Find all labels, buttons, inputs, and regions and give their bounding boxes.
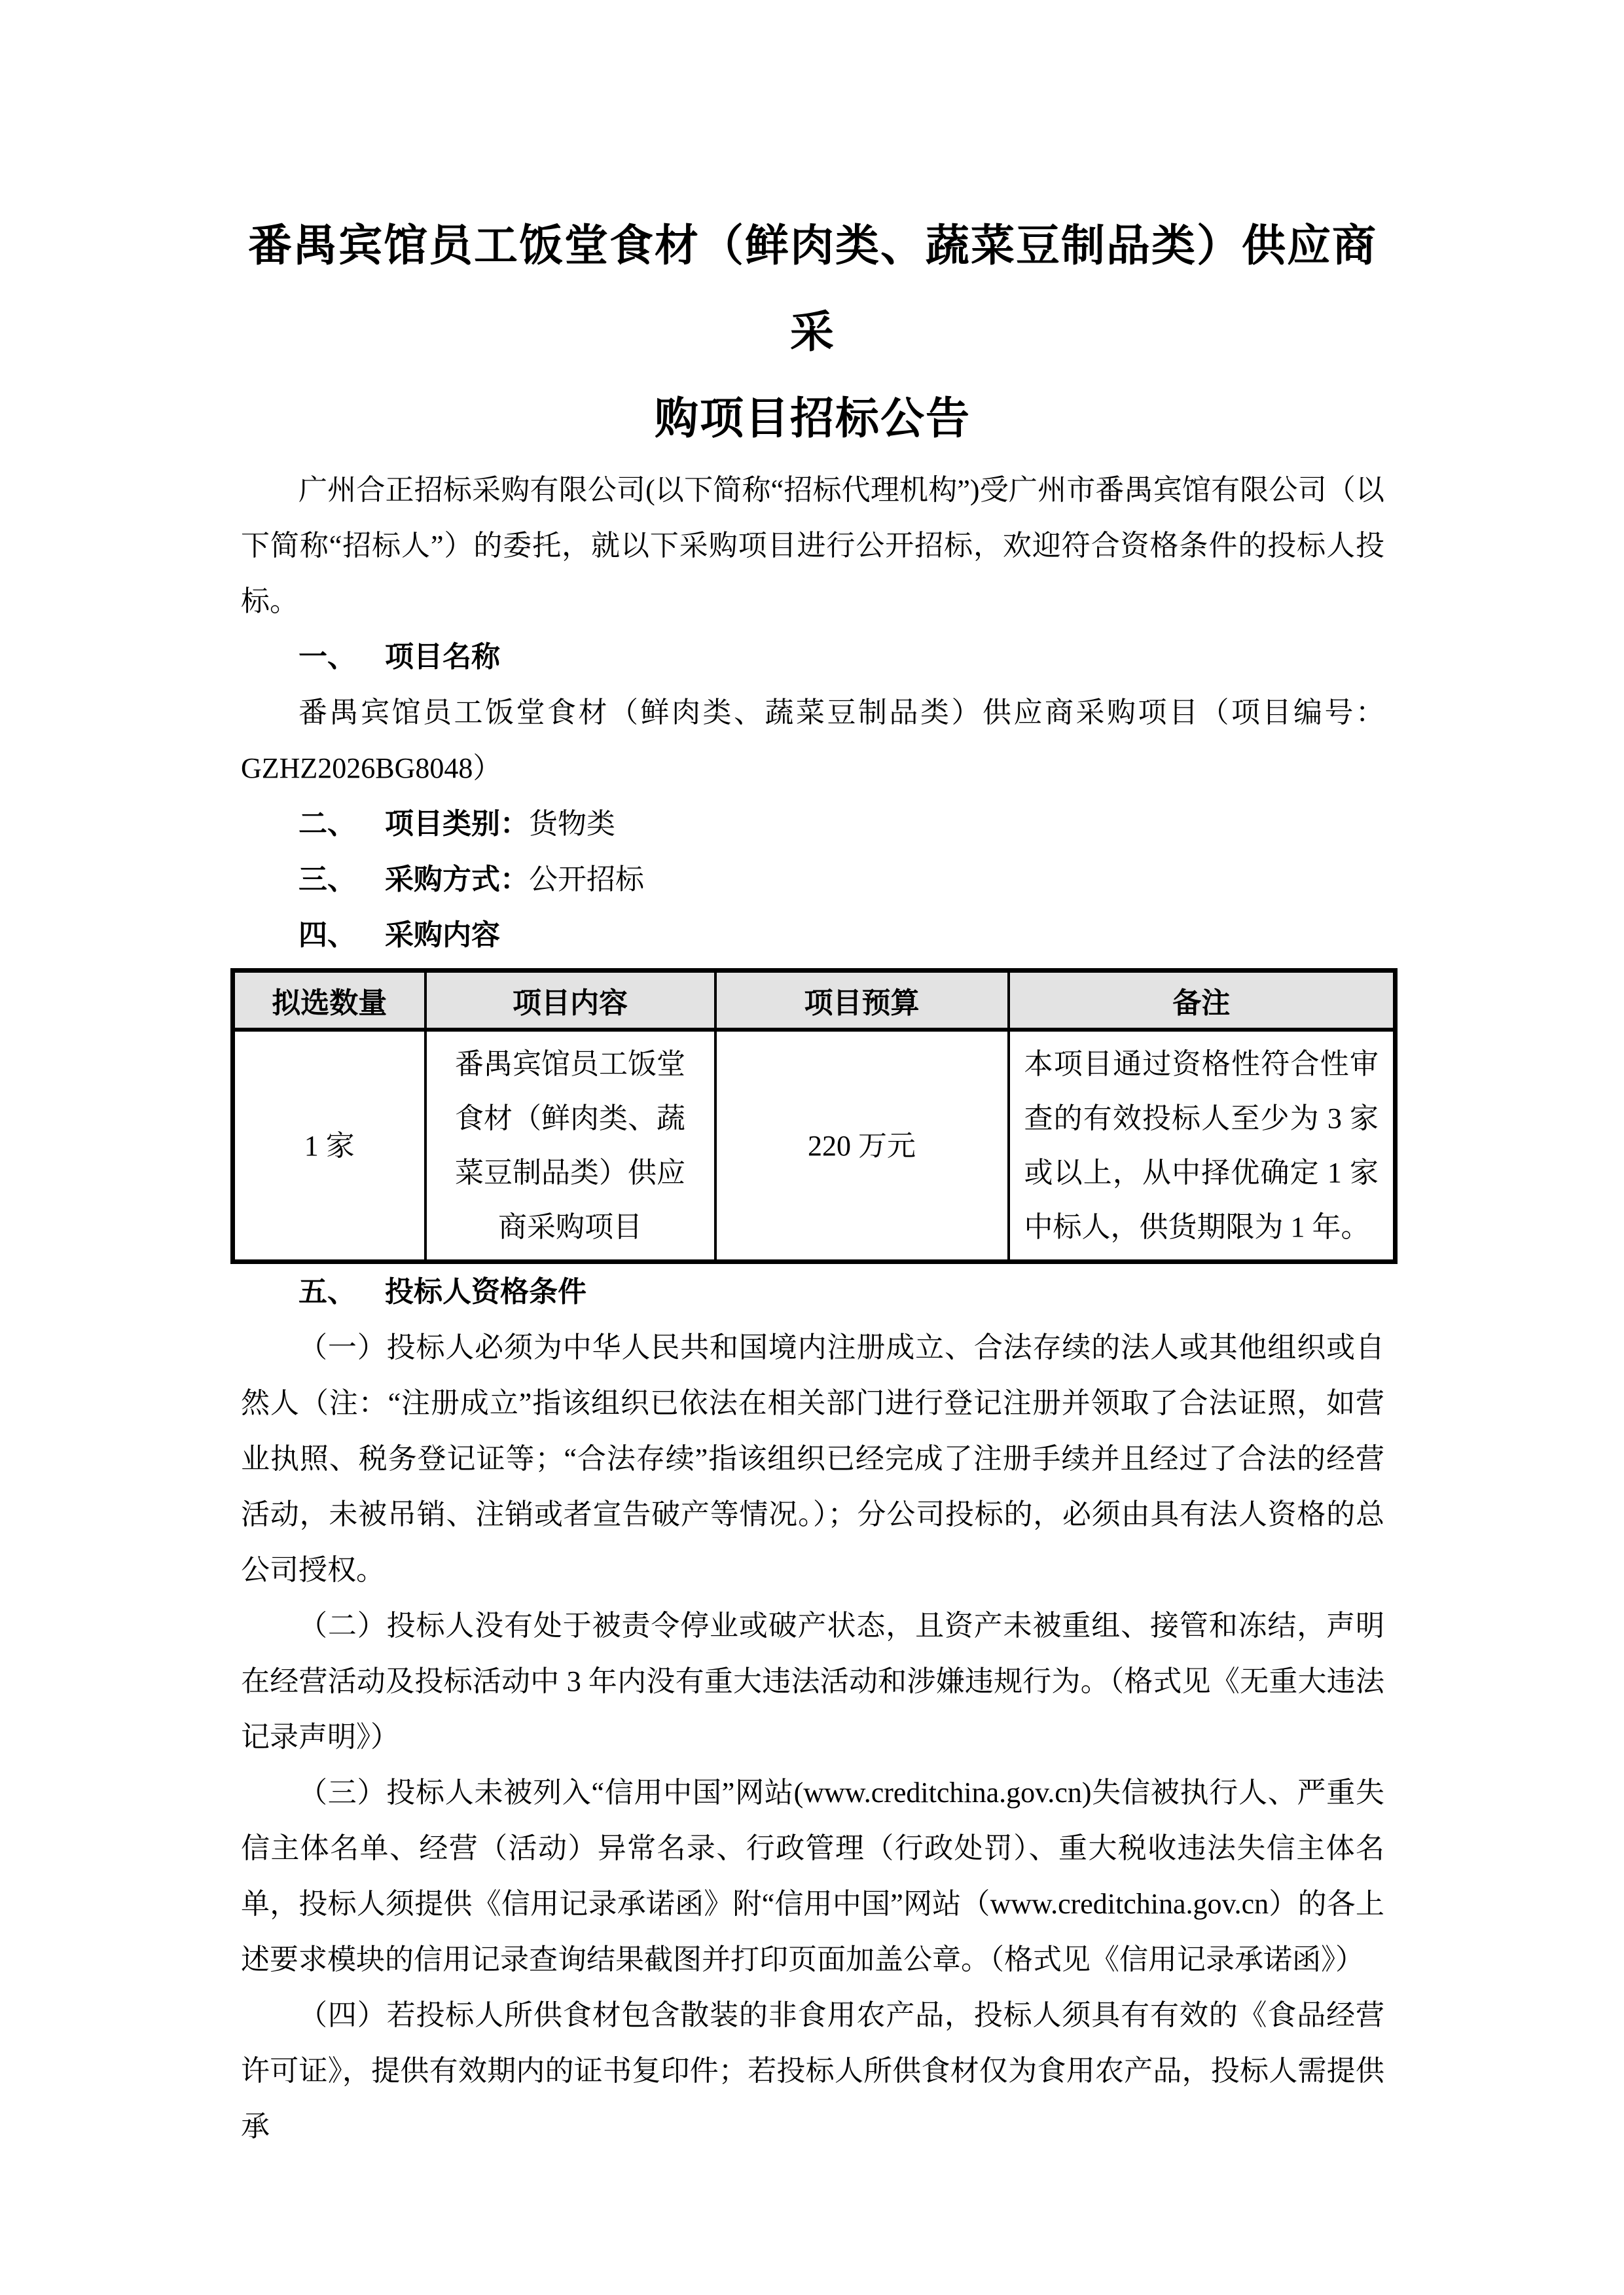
section-heading-bidder-qualification [241, 1264, 1384, 1320]
section-value: 货物类 [529, 808, 615, 840]
qualification-item-4: （四）若投标人所供食材包含散装的非食用农产品，投标人须具有有效的《食品经营许可证》，提供有效期内的证书复印件；若投标人所供食材仅为食用农产品，投标人需提供承 [241, 1999, 1384, 2142]
document-title-line1: 番禺宾馆员工饭堂食材（鲜肉类、蔬菜豆制品类）供应商采 [248, 222, 1377, 357]
table-header-quantity: 拟选数量 [233, 971, 425, 1030]
section-title: 项目名称 [385, 641, 500, 673]
cell-remark: 本项目通过资格性符合性审查的有效投标人至少为 3 家或以上，从中择优确定 1 家中标人，供货期限为 1 年。 [1009, 1030, 1396, 1262]
section-number: 四、 [298, 919, 356, 951]
qualification-item-2: （二）投标人没有处于被责令停业或破产状态，且资产未被重组、接管和冻结，声明在经营活动及投标活动中 3 年内没有重大违法活动和涉嫌违规行为。（格式见《无重大违法记录声明》） [241, 1610, 1384, 1753]
section-number: 五、 [298, 1276, 356, 1308]
qualification-item-1: （一）投标人必须为中华人民共和国境内注册成立、合法存续的法人或其他组织或自然人（注：“注册成立”指该组织已依法在相关部门进行登记注册并领取了合法证照，如营业执照、税务登记证等；“合法存续”指该组织已经完成了注册手续并且经过了合法的经营活动，未被吊销、注销或者宣告破产等情况。）；分公司投标的，必须由具有法人资格的总公司授权。 [241, 1331, 1384, 1586]
section-value: 公开招标 [529, 863, 644, 895]
document-title-line2: 购项目招标公告 [655, 395, 971, 443]
table-header-remark: 备注 [1009, 971, 1396, 1030]
cell-budget: 220 万元 [715, 1030, 1009, 1262]
section-heading-project-name [241, 629, 1384, 685]
section-title: 采购方式： [385, 863, 529, 895]
table-header-budget: 项目预算 [715, 971, 1009, 1030]
section-title: 项目类别： [385, 808, 529, 840]
section-heading-procurement-method [241, 852, 1384, 907]
section-heading-project-category [241, 796, 1384, 852]
table-header-content: 项目内容 [425, 971, 715, 1030]
cell-content: 番禺宾馆员工饭堂食材（鲜肉类、蔬菜豆制品类）供应商采购项目 [425, 1030, 715, 1262]
qualification-item-3: （三）投标人未被列入“信用中国”网站(www.creditchina.gov.cn)失信被执行人、严重失信主体名单、经营（活动）异常名录、行政管理（行政处罚）、重大税收违法失信主体名单，投标人须提供《信用记录承诺函》附“信用中国”网站（www.creditchina.gov.cn）的各上述要求模块的信用记录查询结果截图并打印页面加盖公章。（格式见《信用记录承诺函》） [241, 1777, 1384, 1976]
table-row [233, 1030, 1396, 1262]
section-title: 投标人资格条件 [385, 1276, 586, 1308]
section-heading-procurement-content [241, 907, 1384, 963]
project-name-paragraph: 番禺宾馆员工饭堂食材（鲜肉类、蔬菜豆制品类）供应商采购项目（项目编号：GZHZ2026BG8048） [241, 696, 1384, 784]
table-header-row [233, 971, 1396, 1030]
section-number: 二、 [298, 808, 356, 840]
section-number: 三、 [298, 863, 356, 895]
document-title [241, 203, 1384, 462]
procurement-content-table [230, 968, 1398, 1264]
section-title: 采购内容 [385, 919, 500, 951]
section-number: 一、 [298, 641, 356, 673]
cell-quantity: 1 家 [233, 1030, 425, 1262]
intro-paragraph: 广州合正招标采购有限公司(以下简称“招标代理机构”)受广州市番禺宾馆有限公司（以下简称“招标人”）的委托，就以下采购项目进行公开招标，欢迎符合资格条件的投标人投标。 [241, 474, 1384, 617]
